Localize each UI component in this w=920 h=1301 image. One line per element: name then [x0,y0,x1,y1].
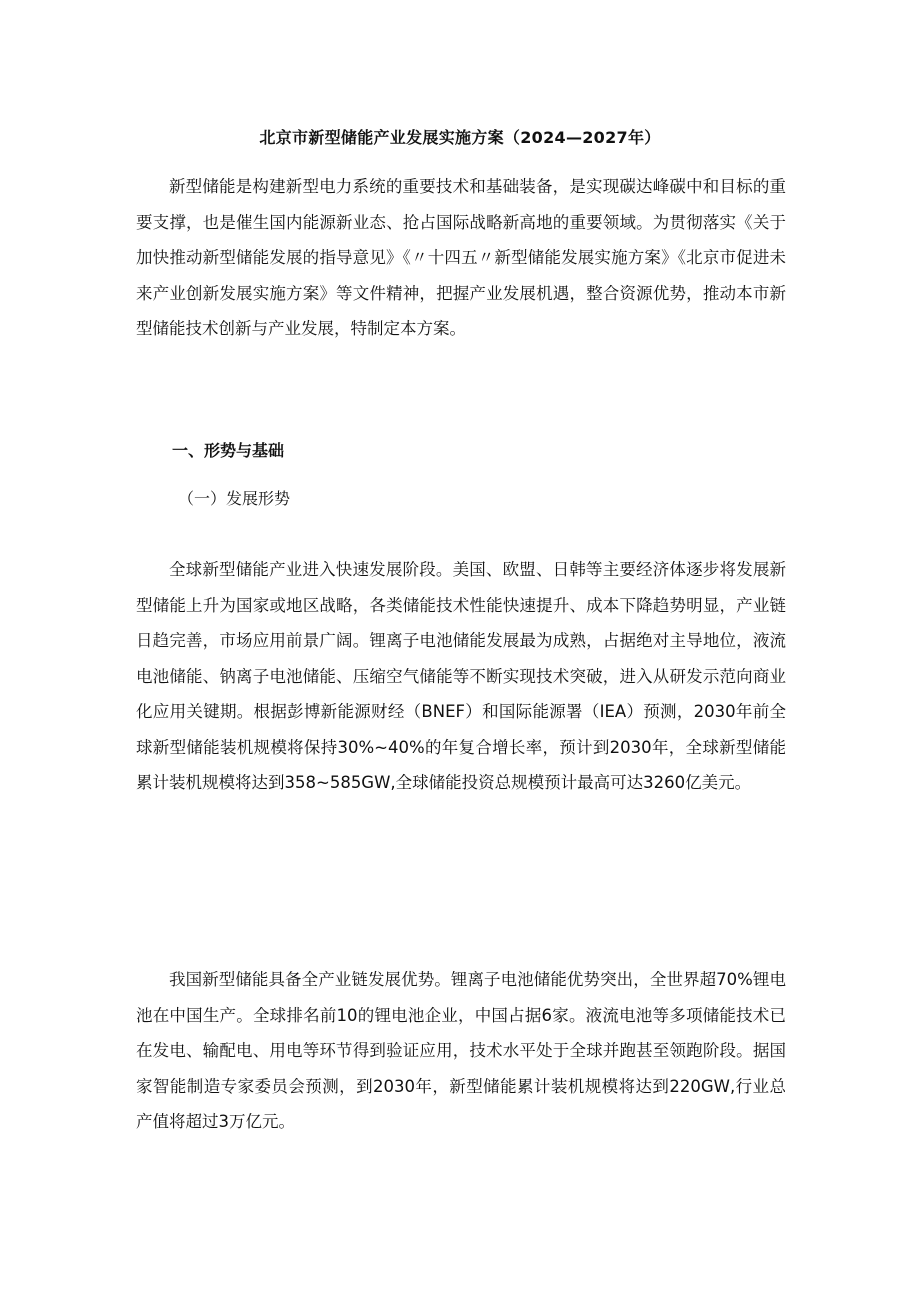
subsection-heading: （一）发展形势 [178,489,291,508]
section-heading: 一、形势与基础 [172,441,285,460]
intro-paragraph: 新型储能是构建新型电力系统的重要技术和基础装备，是实现碳达峰碳中和目标的重要支撑，也是催生国内能源新业态、抢占国际战略新高地的重要领域。为贯彻落实《关于加快推动新型储能发展的指导意见》《〃十四五〃新型储能发展实施方案》《北京市促进未来产业创新发展实施方案》等文件精神，把握产业发展机遇，整合资源优势，推动本市新型储能技术创新与产业发展，特制定本方案。 [136,177,786,338]
body-paragraph-2: 我国新型储能具备全产业链发展优势。锂离子电池储能优势突出，全世界超70%锂电池在中国生产。全球排名前10的锂电池企业，中国占据6家。液流电池等多项储能技术已在发电、输配电、用电等环节得到验证应用，技术水平处于全球并跑甚至领跑阶段。据国家智能制造专家委员会预测，到2030年，新型储能累计装机规模将达到220GW,行业总产值将超过3万亿元。 [136,970,786,1131]
body-paragraph-1: 全球新型储能产业进入快速发展阶段。美国、欧盟、日韩等主要经济体逐步将发展新型储能上升为国家或地区战略，各类储能技术性能快速提升、成本下降趋势明显，产业链日趋完善，市场应用前景广阔。锂离子电池储能发展最为成熟，占据绝对主导地位，液流电池储能、钠离子电池储能、压缩空气储能等不断实现技术突破，进入从研发示范向商业化应用关键期。根据彭博新能源财经（BNEF）和国际能源署（IEA）预测，2030年前全球新型储能装机规模将保持30%~40%的年复合增长率，预计到2030年，全球新型储能累计装机规模将达到358~585GW,全球储能投资总规模预计最高可达3260亿美元。 [136,560,786,792]
document-title: 北京市新型储能产业发展实施方案（2024—2027年） [259,128,661,147]
